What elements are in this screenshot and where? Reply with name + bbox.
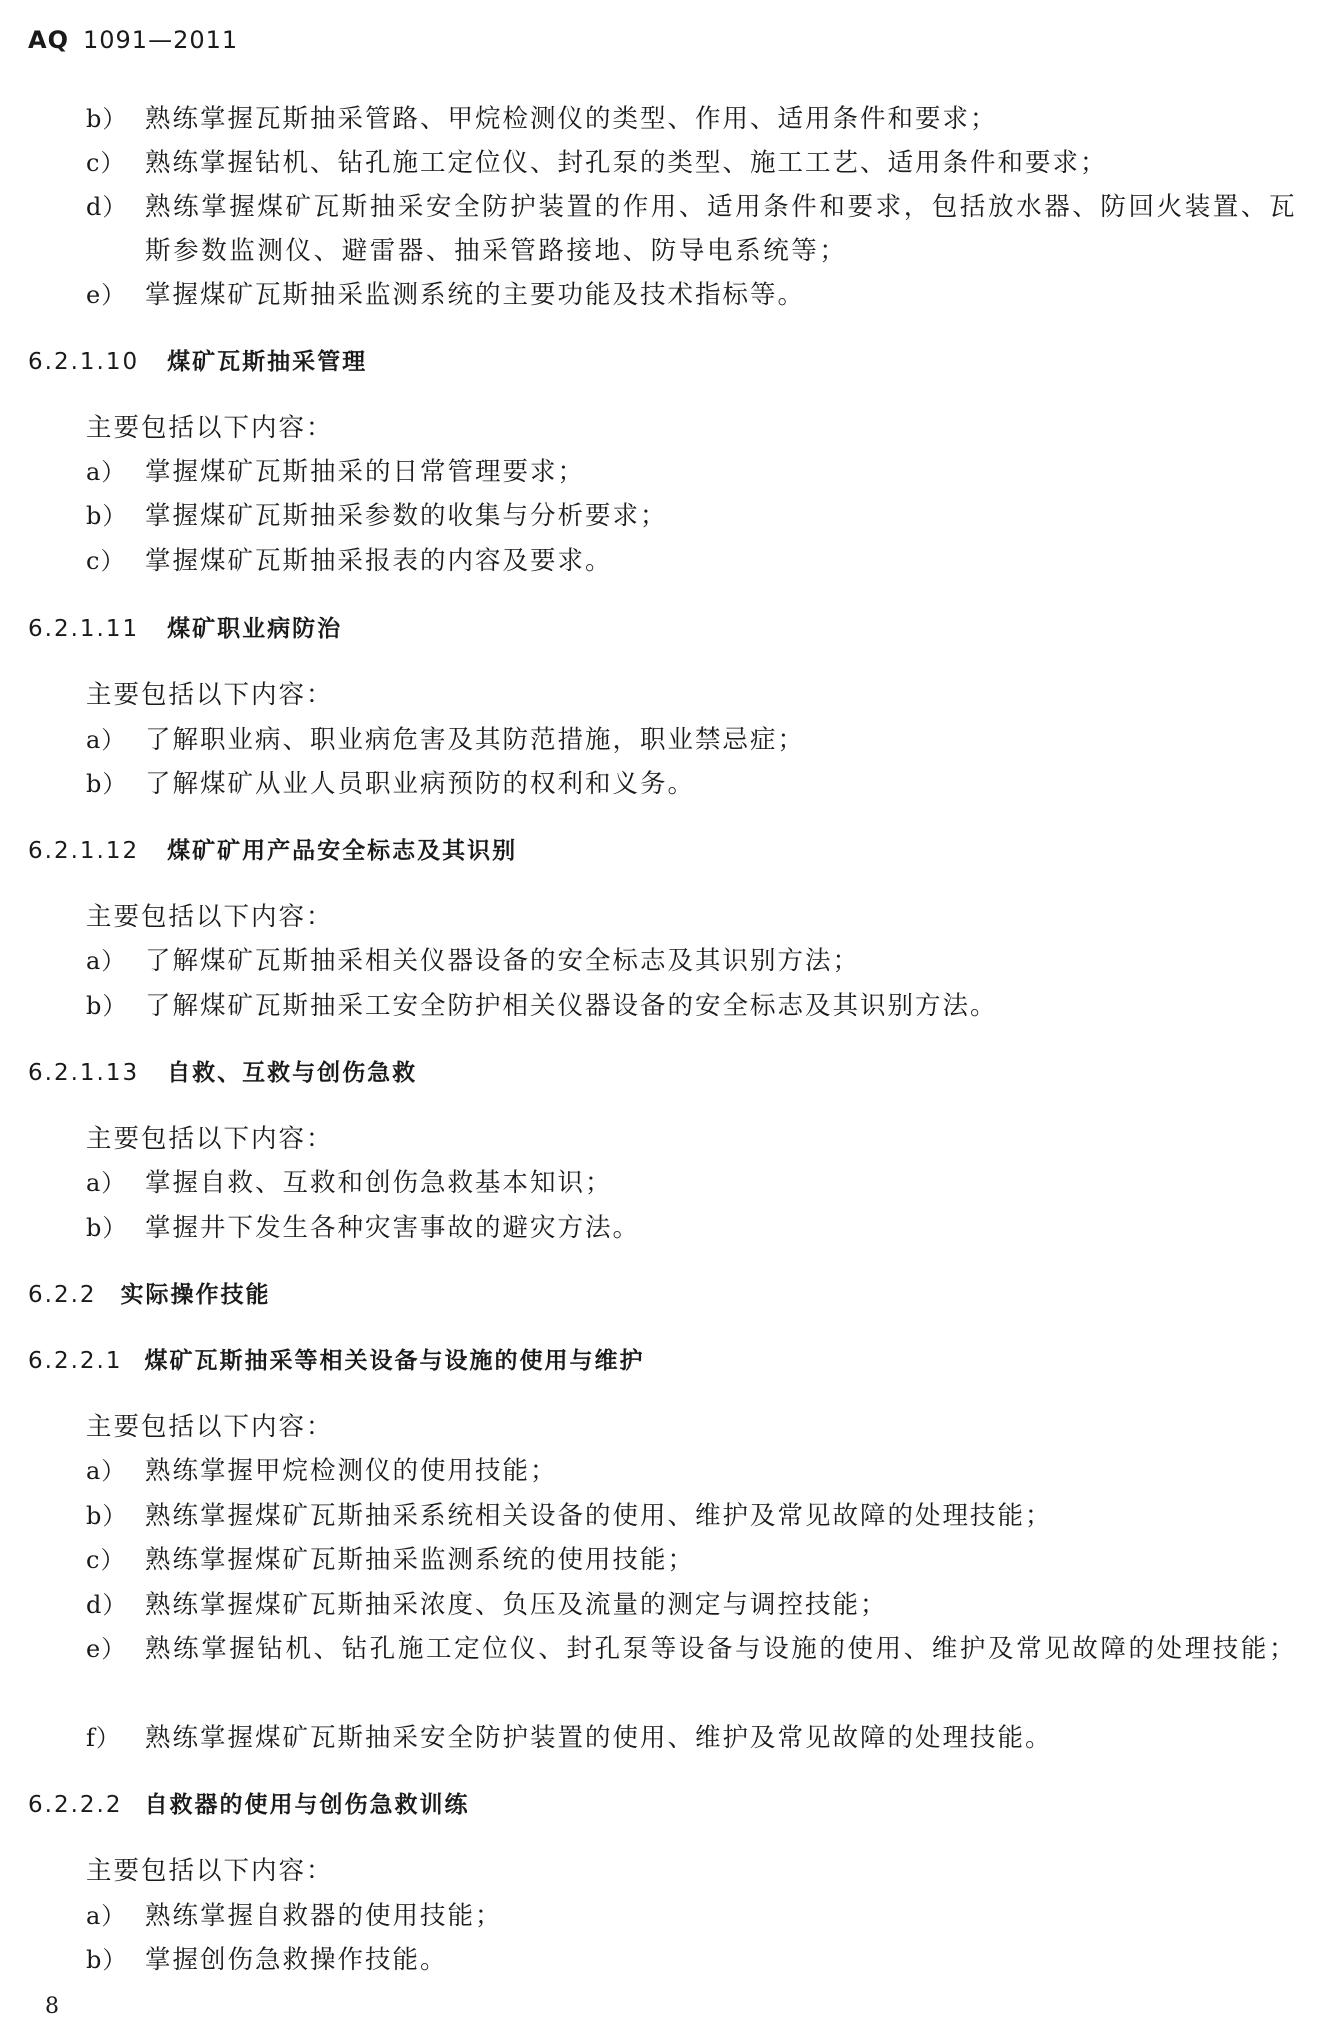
section-intro: 主要包括以下内容：: [86, 1856, 334, 1886]
item-label: c）: [86, 1546, 126, 1574]
section-title: 煤矿矿用产品安全标志及其识别: [167, 838, 518, 864]
section-number: 6.2.2: [28, 1282, 97, 1308]
item-label: a）: [86, 458, 127, 486]
section-number: 6.2.2.2: [28, 1792, 123, 1818]
standard-prefix: AQ: [28, 26, 69, 54]
standard-number: 1091—2011: [82, 26, 239, 54]
item-text: 掌握创伤急救操作技能。: [145, 1945, 448, 1975]
item-text: 掌握煤矿瓦斯抽采参数的收集与分析要求；: [145, 501, 668, 531]
item-label: a）: [86, 947, 127, 975]
item-text: 熟练掌握煤矿瓦斯抽采安全防护装置的使用、维护及常见故障的处理技能。: [145, 1723, 1053, 1753]
item-label: a）: [86, 1169, 127, 1197]
item-text: 熟练掌握瓦斯抽采管路、甲烷检测仪的类型、作用、适用条件和要求；: [145, 104, 998, 134]
item-label: b）: [86, 502, 128, 530]
section-number: 6.2.1.11: [28, 616, 140, 642]
section-title: 煤矿瓦斯抽采等相关设备与设施的使用与维护: [144, 1348, 645, 1374]
item-label: b）: [86, 770, 128, 798]
item-label: b）: [86, 1946, 128, 1974]
item-text: 掌握煤矿瓦斯抽采报表的内容及要求。: [145, 546, 613, 576]
item-text: 熟练掌握自救器的使用技能；: [145, 1901, 503, 1931]
standard-code-header: [28, 26, 238, 54]
item-label: d）: [86, 193, 128, 221]
section-title: 煤矿瓦斯抽采管理: [167, 349, 368, 375]
item-text: 熟练掌握煤矿瓦斯抽采系统相关设备的使用、维护及常见故障的处理技能；: [145, 1501, 1053, 1531]
section-intro: 主要包括以下内容：: [86, 413, 334, 443]
item-text: 了解职业病、职业病危害及其防范措施，职业禁忌症；: [145, 725, 806, 755]
section-number: 6.2.1.10: [28, 349, 140, 375]
section-heading: [28, 347, 367, 377]
section-title: 煤矿职业病防治: [167, 616, 343, 642]
item-text: 熟练掌握钻机、钻孔施工定位仪、封孔泵等设备与设施的使用、维护及常见故障的处理技能；: [145, 1634, 1298, 1664]
item-label: b）: [86, 1502, 128, 1530]
item-text: 掌握自救、互救和创伤急救基本知识；: [145, 1168, 613, 1198]
item-text: 熟练掌握甲烷检测仪的使用技能；: [145, 1456, 558, 1486]
item-label: e）: [86, 1635, 127, 1663]
section-title: 自救器的使用与创伤急救训练: [144, 1792, 470, 1818]
item-label: a）: [86, 1457, 127, 1485]
item-label: b）: [86, 105, 128, 133]
item-text: 掌握煤矿瓦斯抽采的日常管理要求；: [145, 457, 586, 487]
item-text: 了解煤矿从业人员职业病预防的权利和义务。: [145, 769, 696, 799]
section-intro: 主要包括以下内容：: [86, 902, 334, 932]
item-text: 掌握井下发生各种灾害事故的避灾方法。: [145, 1213, 641, 1243]
item-text: 熟练掌握煤矿瓦斯抽采监测系统的使用技能；: [145, 1545, 696, 1575]
item-text: 掌握煤矿瓦斯抽采监测系统的主要功能及技术指标等。: [145, 280, 806, 310]
item-label: b）: [86, 1214, 128, 1242]
section-heading: [28, 1790, 469, 1820]
section-heading: [28, 1058, 417, 1088]
page-number: 8: [45, 1994, 59, 2019]
item-label: d）: [86, 1591, 128, 1619]
section-number: 6.2.1.13: [28, 1060, 140, 1086]
section-heading: [28, 836, 517, 866]
item-text: 熟练掌握钻机、钻孔施工定位仪、封孔泵的类型、施工工艺、适用条件和要求；: [145, 148, 1108, 178]
item-text: 熟练掌握煤矿瓦斯抽采浓度、负压及流量的测定与调控技能；: [145, 1590, 888, 1620]
section-heading: [28, 1346, 644, 1376]
item-label: b）: [86, 992, 128, 1020]
item-text: 了解煤矿瓦斯抽采工安全防护相关仪器设备的安全标志及其识别方法。: [145, 991, 998, 1021]
section-number: 6.2.2.1: [28, 1348, 123, 1374]
item-label: a）: [86, 726, 127, 754]
item-label: e）: [86, 281, 127, 309]
item-label: a）: [86, 1902, 127, 1930]
section-title: 实际操作技能: [120, 1282, 271, 1308]
item-label: f）: [86, 1724, 121, 1752]
item-text: 了解煤矿瓦斯抽采相关仪器设备的安全标志及其识别方法；: [145, 946, 861, 976]
section-number: 6.2.1.12: [28, 838, 140, 864]
item-text: 熟练掌握煤矿瓦斯抽采安全防护装置的作用、适用条件和要求，包括放水器、防回火装置、瓦斯参数监测仪、避雷器、抽采管路接地、防导电系统等；: [145, 192, 1298, 266]
section-heading: [28, 614, 342, 644]
item-label: c）: [86, 547, 126, 575]
item-label: c）: [86, 149, 126, 177]
section-title: 自救、互救与创伤急救: [167, 1060, 418, 1086]
section-intro: 主要包括以下内容：: [86, 1412, 334, 1442]
section-heading: [28, 1280, 271, 1310]
section-intro: 主要包括以下内容：: [86, 1124, 334, 1154]
section-intro: 主要包括以下内容：: [86, 680, 334, 710]
